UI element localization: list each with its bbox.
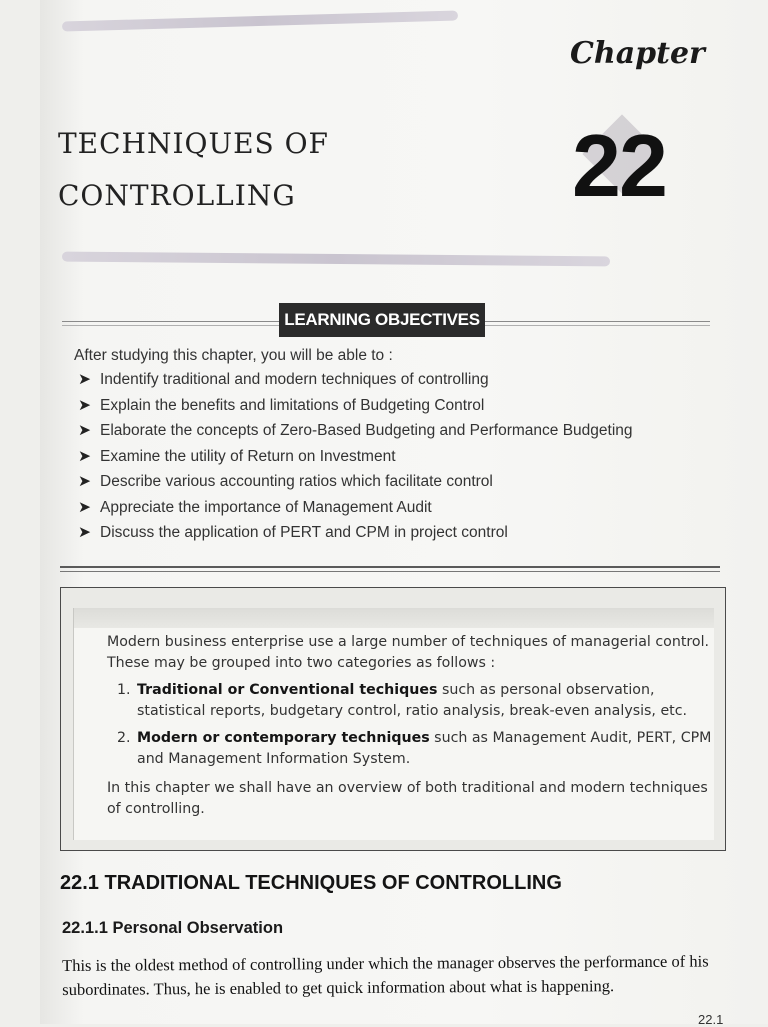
body-paragraph: This is the oldest method of controlling under which the manager observes the performance of his subordinates. Thus, he is enabled to get quick information about what is happening. <box>62 951 709 999</box>
section-heading: 22.1 TRADITIONAL TECHNIQUES OF CONTROLLING <box>60 872 562 894</box>
section-separator-secondary <box>60 571 720 572</box>
section-separator <box>60 566 720 568</box>
arrow-bullet-icon: ➤ <box>78 422 91 439</box>
overview-box-shade <box>74 608 714 628</box>
subsection-heading: 22.1.1 Personal Observation <box>62 919 284 937</box>
arrow-bullet-icon: ➤ <box>78 371 91 388</box>
arrow-bullet-icon: ➤ <box>78 498 91 516</box>
arrow-bullet-icon: ➤ <box>78 396 91 414</box>
objective-item: ➤ Elaborate the concepts of Zero-Based Budgeting and Performance Budgeting <box>74 418 714 444</box>
objective-item: ➤ Discuss the application of PERT and CPM in project control <box>74 520 714 546</box>
overview-intro: Modern business enterprise use a large number of techniques of managerial control. These may be grouped into two categories as follows : <box>107 634 710 671</box>
learning-objectives-list <box>74 345 714 546</box>
objectives-intro: After studying this chapter, you will be able to : <box>74 347 393 364</box>
page-number: 22.1 <box>698 1012 724 1027</box>
overview-closing: In this chapter we shall have an overview of both traditional and modern techniques of controlling. <box>107 780 708 817</box>
objective-item: ➤ Appreciate the importance of Management Audit <box>74 495 714 521</box>
category-description: such as Management Audit, PERT, CPM and Management Information System. <box>137 730 712 767</box>
category-title: Traditional or Conventional techiques <box>137 682 438 698</box>
objective-item: ➤ Explain the benefits and limitations of Budgeting Control <box>74 393 714 419</box>
objective-item: ➤ Examine the utility of Return on Investment <box>74 444 714 470</box>
arrow-bullet-icon: ➤ <box>78 524 91 541</box>
category-number: 2. <box>117 730 131 746</box>
arrow-bullet-icon: ➤ <box>78 473 91 490</box>
category-item <box>107 728 717 770</box>
objective-item: ➤ Describe various accounting ratios which facilitate control <box>74 469 714 495</box>
chapter-number-block <box>572 118 692 218</box>
chapter-title-line1: TECHNIQUES OF <box>58 127 329 160</box>
chapter-number: 22 <box>572 116 666 215</box>
overview-text <box>107 632 717 820</box>
category-description: such as personal observation, statistical reports, budgetary control, ratio analysis, break-even analysis, etc. <box>137 682 688 719</box>
chapter-label: Chapter <box>570 36 705 71</box>
chapter-title <box>58 118 358 222</box>
category-number: 1. <box>117 682 131 698</box>
arrow-bullet-icon: ➤ <box>78 447 91 465</box>
learning-objectives-heading: LEARNING OBJECTIVES <box>279 303 485 337</box>
chapter-title-line2: CONTROLLING <box>58 179 296 212</box>
category-item <box>107 680 717 722</box>
category-title: Modern or contemporary techniques <box>137 730 430 746</box>
objective-item: ➤ Indentify traditional and modern techniques of controlling <box>74 367 714 393</box>
